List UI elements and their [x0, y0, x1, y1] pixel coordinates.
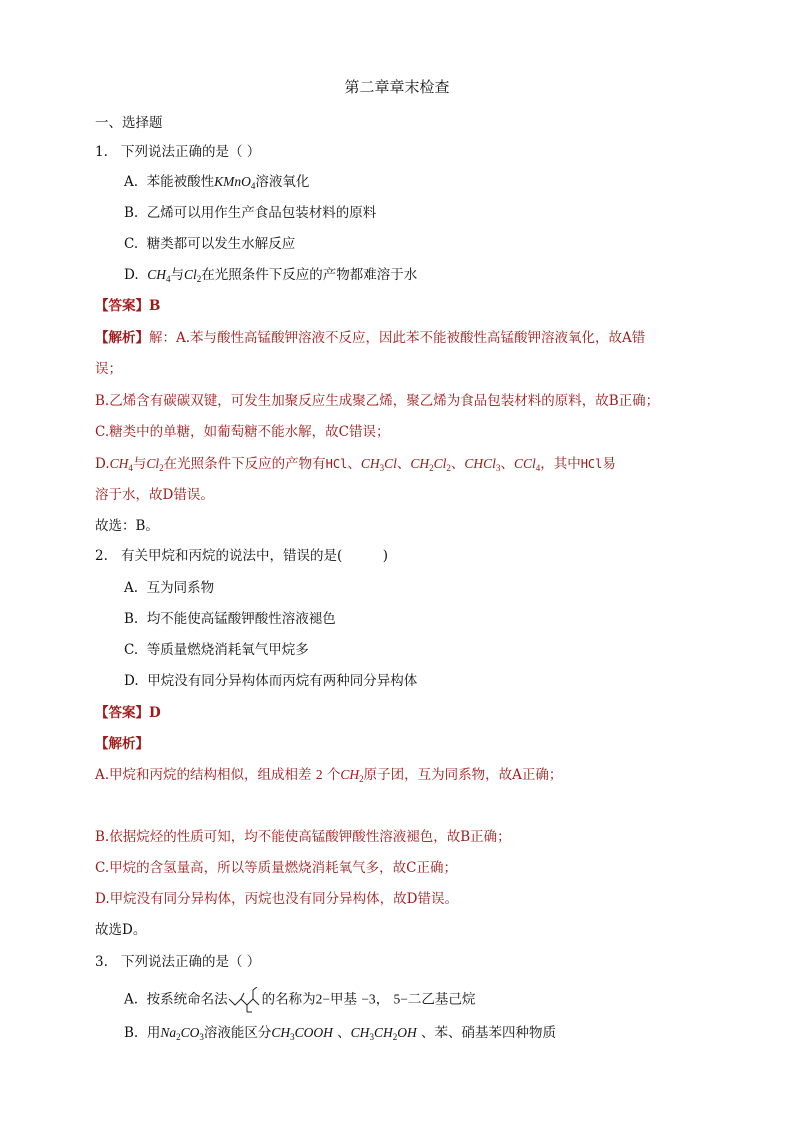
- option-text: 、: [337, 1025, 351, 1041]
- formula: CO: [180, 1025, 200, 1040]
- formula: KMnO: [214, 174, 251, 189]
- answer-value: D: [149, 705, 161, 721]
- q2-conclusion: 故选D。: [95, 922, 147, 938]
- q1-answer: [95, 297, 160, 315]
- skeletal-structure-image: [228, 987, 262, 1013]
- q1-analysis-line-5: [95, 455, 616, 477]
- subscript: 2: [429, 463, 434, 473]
- formula: COOH: [294, 1025, 333, 1040]
- formula: CH: [373, 1025, 393, 1040]
- formula: Cl: [384, 456, 397, 471]
- option-text: 糖类都可以发生水解反应: [146, 236, 296, 252]
- option-label: A.: [124, 580, 139, 596]
- formula: OH: [397, 1025, 417, 1040]
- option-text: 溶液能区分: [203, 1025, 272, 1041]
- formula: CH: [147, 267, 166, 282]
- formula: CH: [350, 1025, 370, 1040]
- subscript: 3: [369, 1032, 374, 1042]
- answer-tag: 【答案】: [95, 298, 149, 314]
- formula: HCl: [580, 457, 603, 471]
- option-text: 用: [146, 1025, 161, 1041]
- option-text: 互为同系物: [146, 580, 215, 596]
- formula: Cl: [433, 456, 447, 471]
- option-text: 溶液氧化: [255, 174, 310, 190]
- q2-option-b: [124, 610, 336, 628]
- analysis-text: 解：A.苯与酸性高锰酸钾溶液不反应，因此苯不能被酸性高锰酸钾溶液氧化，故A错: [149, 330, 646, 346]
- subscript: 4: [535, 463, 541, 473]
- subscript: 4: [166, 274, 171, 284]
- option-label: C.: [124, 642, 139, 658]
- q2-analysis-tag: 【解析】: [95, 736, 149, 752]
- answer-value: B: [149, 298, 161, 314]
- subscript: 4: [250, 181, 256, 191]
- formula: Cl: [146, 456, 160, 471]
- formula: CCl: [513, 456, 536, 471]
- formula: CH: [109, 456, 129, 471]
- q1-analysis-line-4: C.糖类中的单糖，如葡萄糖不能水解，故C错误；: [95, 424, 390, 440]
- option-label: D.: [124, 267, 139, 283]
- analysis-text: 、: [396, 456, 411, 472]
- question-1-stem: [95, 143, 260, 161]
- analysis-text: 在光照条件下反应的产物有: [163, 456, 326, 472]
- subscript: 2: [392, 1032, 398, 1042]
- option-label: A.: [124, 991, 139, 1008]
- option-text: 、苯、硝基苯四种物质: [421, 1025, 556, 1041]
- number: −3: [361, 991, 376, 1007]
- option-text: 苯能被酸性: [146, 174, 215, 190]
- q2-analysis-line-2: B.依据烷烃的性质可知，均不能使高锰酸钾酸性溶液褪色，故B正确；: [95, 829, 511, 845]
- option-text: 甲烷没有同分异构体而丙烷有两种同分异构体: [147, 673, 418, 689]
- analysis-text: A.甲烷和丙烷的结构相似，组成相差: [95, 767, 312, 783]
- option-text: ，: [375, 991, 390, 1008]
- q2-analysis-line-3: C.甲烷的含氢量高，所以等质量燃烧消耗氧气多，故C正确；: [95, 860, 457, 876]
- subscript: 3: [379, 463, 385, 473]
- option-text: 在光照条件下反应的产物都难溶于水: [201, 267, 418, 283]
- subscript: 2: [359, 774, 364, 784]
- subscript: 2: [176, 1032, 181, 1042]
- formula: CH: [360, 456, 380, 471]
- q1-option-b: [124, 204, 376, 222]
- option-label: A.: [124, 174, 139, 190]
- option-text: 按系统命名法: [146, 991, 228, 1008]
- q2-answer: [95, 704, 161, 722]
- option-text: 均不能使高锰酸钾酸性溶液褪色: [146, 611, 336, 627]
- question-number: 2.: [95, 548, 108, 564]
- question-text: 有关甲烷和丙烷的说法中，错误的是( ): [121, 548, 389, 564]
- formula: Cl: [184, 267, 197, 282]
- option-label: D.: [124, 673, 139, 689]
- question-3-stem: [95, 953, 260, 971]
- formula: CH: [410, 456, 430, 471]
- q1-option-a: [124, 173, 309, 195]
- question-2-stem: [95, 547, 388, 565]
- subscript: 4: [128, 463, 133, 473]
- option-label: B.: [124, 1025, 139, 1041]
- option-text: 的名称为: [261, 991, 316, 1008]
- analysis-text: 、: [450, 456, 465, 472]
- q1-conclusion: 故选：B。: [95, 518, 159, 534]
- analysis-tag: 【解析】: [95, 330, 149, 346]
- option-label: B.: [124, 205, 139, 221]
- q2-analysis-line-1: [95, 766, 562, 788]
- analysis-text: 易: [602, 456, 616, 472]
- subscript: 3: [290, 1032, 295, 1042]
- question-text: 下列说法正确的是（ ）: [121, 144, 261, 160]
- q1-analysis-line-1: [95, 329, 645, 347]
- q1-option-c: [124, 235, 295, 253]
- page-title: 第二章章末检查: [344, 78, 450, 96]
- question-number: 1.: [95, 144, 108, 160]
- analysis-text: 个: [326, 767, 341, 783]
- subscript: 2: [446, 463, 451, 473]
- question-number: 3.: [95, 954, 108, 970]
- number: 2: [315, 767, 323, 782]
- q3-option-b: [124, 1024, 556, 1046]
- q3-option-a: [124, 987, 475, 1013]
- answer-tag: 【答案】: [95, 705, 149, 721]
- subscript: 3: [199, 1032, 204, 1042]
- q1-analysis-line-2: 误；: [95, 361, 122, 377]
- section-heading: 一、选择题: [95, 115, 163, 131]
- option-text: 乙烯可以用作生产食品包装材料的原料: [146, 205, 377, 221]
- option-text: 二乙基己烷: [407, 991, 476, 1008]
- analysis-text: ，其中: [540, 456, 581, 472]
- q2-option-c: [124, 641, 309, 659]
- option-text: 甲基: [330, 991, 358, 1008]
- q2-analysis-line-4: D.甲烷没有同分异构体，丙烷也没有同分异构体，故D错误。: [95, 891, 458, 907]
- q1-analysis-line-3: B.乙烯含有碳碳双键，可发生加聚反应生成聚乙烯，聚乙烯为食品包装材料的原料，故B正确；: [95, 393, 660, 409]
- formula: Na: [160, 1025, 177, 1040]
- formula: CH: [271, 1025, 291, 1040]
- question-text: 下列说法正确的是（ ）: [121, 954, 261, 970]
- q1-analysis-line-6: 溶于水，故D错误。: [95, 487, 214, 503]
- q2-option-a: [124, 579, 214, 597]
- formula: CHCl: [464, 456, 496, 471]
- option-text: 等质量燃烧消耗氧气甲烷多: [146, 642, 309, 658]
- option-label: B.: [124, 611, 139, 627]
- q2-option-d: [124, 672, 417, 690]
- q1-option-d: [124, 266, 417, 288]
- subscript: 2: [196, 274, 202, 284]
- formula: HCl: [325, 457, 348, 471]
- analysis-text: 、: [500, 456, 514, 472]
- subscript: 3: [495, 463, 501, 473]
- formula: CH: [340, 767, 360, 782]
- analysis-text: 原子团，互为同系物，故A正确；: [363, 767, 563, 783]
- number: 2−: [315, 991, 331, 1007]
- option-label: C.: [124, 236, 139, 252]
- option-text: 与: [170, 267, 184, 283]
- analysis-text: 与: [132, 456, 147, 472]
- subscript: 2: [159, 463, 164, 473]
- analysis-text: D.: [95, 456, 110, 472]
- analysis-text: 、: [347, 456, 361, 472]
- number: 5−: [393, 991, 408, 1007]
